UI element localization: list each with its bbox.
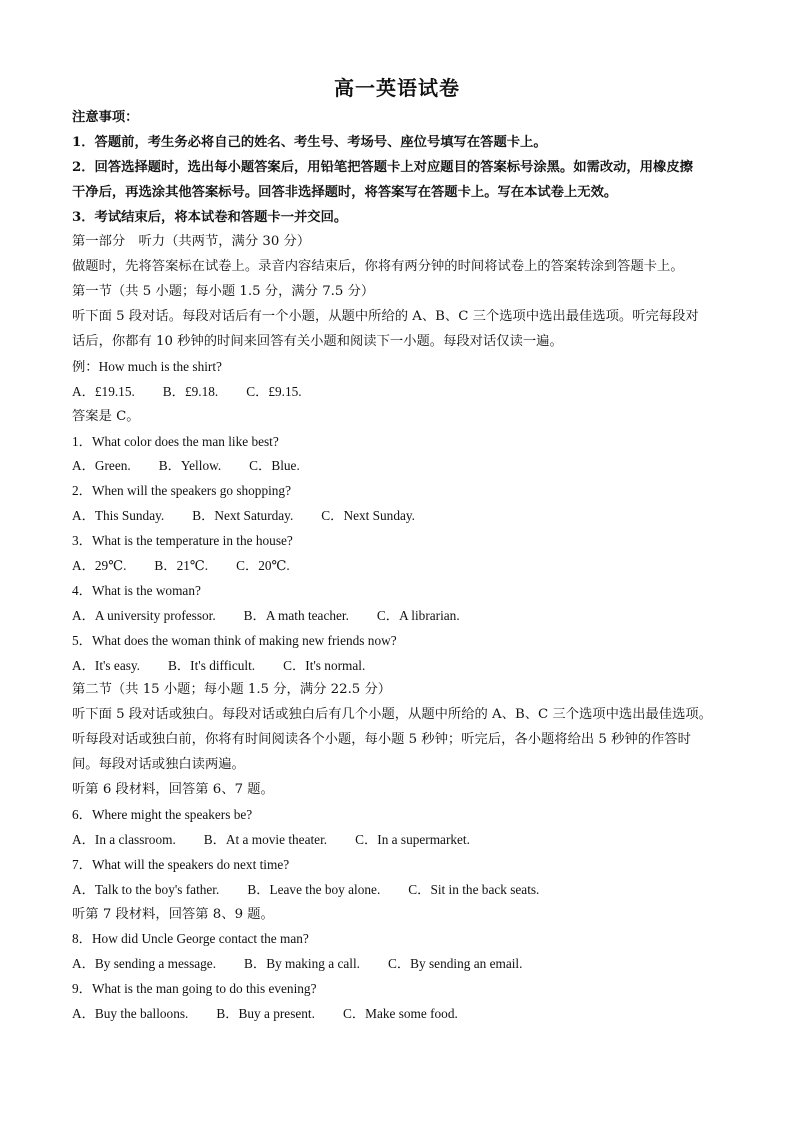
section1-heading: 第一节（共 5 小题；每小题 1.5 分，满分 7.5 分） — [72, 284, 375, 300]
option-a: A．By sending a message. — [72, 956, 217, 972]
material-7-heading: 听第 7 段材料，回答第 8、9 题。 — [72, 906, 274, 922]
question-8: 8．How did Uncle George contact the man? — [72, 931, 309, 947]
part1-intro: 做题时，先将答案标在试卷上。录音内容结束后，你将有两分钟的时间将试卷上的答案转涂到答题卡上。 — [72, 259, 684, 275]
question-2-options — [72, 504, 722, 529]
option-c: C．A librarian. — [376, 607, 460, 623]
question-2: 2．When will the speakers go shopping? — [72, 483, 291, 499]
option-b: B．Yellow. — [158, 458, 222, 474]
question-5: 5．What does the woman think of making new friends now? — [72, 632, 397, 648]
question-3-options — [72, 554, 722, 579]
exam-page — [72, 70, 722, 1027]
question-9: 9．What is the man going to do this evening? — [72, 981, 317, 997]
option-a: A．29℃. — [72, 558, 127, 574]
option-c: C．Next Sunday. — [321, 508, 415, 524]
notice-heading: 注意事项： — [72, 110, 139, 125]
question-1-options — [72, 454, 722, 479]
option-a: A．It's easy. — [72, 657, 141, 673]
option-b: B．21℃. — [154, 558, 209, 574]
option-b: B．At a movie theater. — [203, 831, 328, 847]
question-8-options — [72, 952, 722, 977]
option-b: B．£9.18. — [162, 383, 219, 399]
question-4-options — [72, 604, 722, 629]
option-b: B．A math teacher. — [243, 607, 349, 623]
option-c: C．Blue. — [249, 458, 300, 474]
option-c: C．£9.15. — [246, 383, 302, 399]
option-a: A．Green. — [72, 458, 131, 474]
option-b: B．By making a call. — [244, 956, 360, 972]
section2-intro: 听下面 5 段对话或独白。每段对话或独白后有几个小题，从题中所给的 A、B、C 三个选项中选出最佳选项。 — [72, 707, 712, 723]
question-4: 4．What is the woman? — [72, 582, 201, 598]
option-b: B．Next Saturday. — [192, 508, 294, 524]
question-1: 1．What color does the man like best? — [72, 433, 279, 449]
section1-intro: 话后，你都有 10 秒钟的时间来回答有关小题和阅读下一小题。每段对话仅读一遍。 — [72, 334, 563, 350]
example-question: 例：How much is the shirt? — [72, 358, 222, 374]
question-3: 3．What is the temperature in the house? — [72, 533, 293, 549]
option-b: B．It's difficult. — [168, 657, 256, 673]
option-c: C．20℃. — [236, 558, 290, 574]
option-a: A．A university professor. — [72, 607, 216, 623]
option-c: C．By sending an email. — [388, 956, 523, 972]
option-a: A．In a classroom. — [72, 831, 176, 847]
option-b: B．Leave the boy alone. — [247, 881, 381, 897]
part1-heading: 第一部分 听力（共两节，满分 30 分） — [72, 234, 311, 250]
notice-item: 1．答题前，考生务必将自己的姓名、考生号、考场号、座位号填写在答题卡上。 — [72, 134, 547, 150]
section2-intro: 听每段对话或独白前，你将有时间阅读各个小题，每小题 5 秒钟；听完后，各小题将给出 5 秒钟的作答时 — [72, 732, 691, 748]
option-a: A．Buy the balloons. — [72, 1006, 189, 1022]
section1-intro: 听下面 5 段对话。每段对话后有一个小题，从题中所给的 A、B、C 三个选项中选出最佳选项。听完每段对 — [72, 309, 699, 325]
question-7-options — [72, 878, 722, 903]
option-c: C．Make some food. — [342, 1006, 458, 1022]
option-b: B．Buy a present. — [216, 1006, 315, 1022]
example-options — [72, 380, 722, 405]
notice-item: 干净后，再选涂其他答案标号。回答非选择题时，将答案写在答题卡上。写在本试卷上无效。 — [72, 184, 618, 200]
question-5-options — [72, 654, 722, 679]
example-answer: 答案是 C。 — [72, 408, 140, 424]
notice-item: 2．回答选择题时，选出每小题答案后，用铅笔把答题卡上对应题目的答案标号涂黑。如需改动，用橡皮擦 — [72, 159, 693, 175]
notice-item: 3．考试结束后，将本试卷和答题卡一并交回。 — [72, 209, 348, 225]
option-a: A．£19.15. — [72, 383, 135, 399]
option-c: C．It's normal. — [283, 657, 366, 673]
page-title: 高一英语试卷 — [334, 76, 460, 100]
option-c: C．In a supermarket. — [355, 831, 470, 847]
question-6: 6．Where might the speakers be? — [72, 806, 253, 822]
material-6-heading: 听第 6 段材料，回答第 6、7 题。 — [72, 782, 274, 798]
option-a: A．Talk to the boy's father. — [72, 881, 220, 897]
question-7: 7．What will the speakers do next time? — [72, 856, 290, 872]
option-a: A．This Sunday. — [72, 508, 165, 524]
question-9-options — [72, 1002, 722, 1027]
option-c: C．Sit in the back seats. — [408, 881, 540, 897]
question-6-options — [72, 828, 722, 853]
section2-intro: 间。每段对话或独白读两遍。 — [72, 757, 245, 773]
section2-heading: 第二节（共 15 小题；每小题 1.5 分，满分 22.5 分） — [72, 682, 392, 698]
